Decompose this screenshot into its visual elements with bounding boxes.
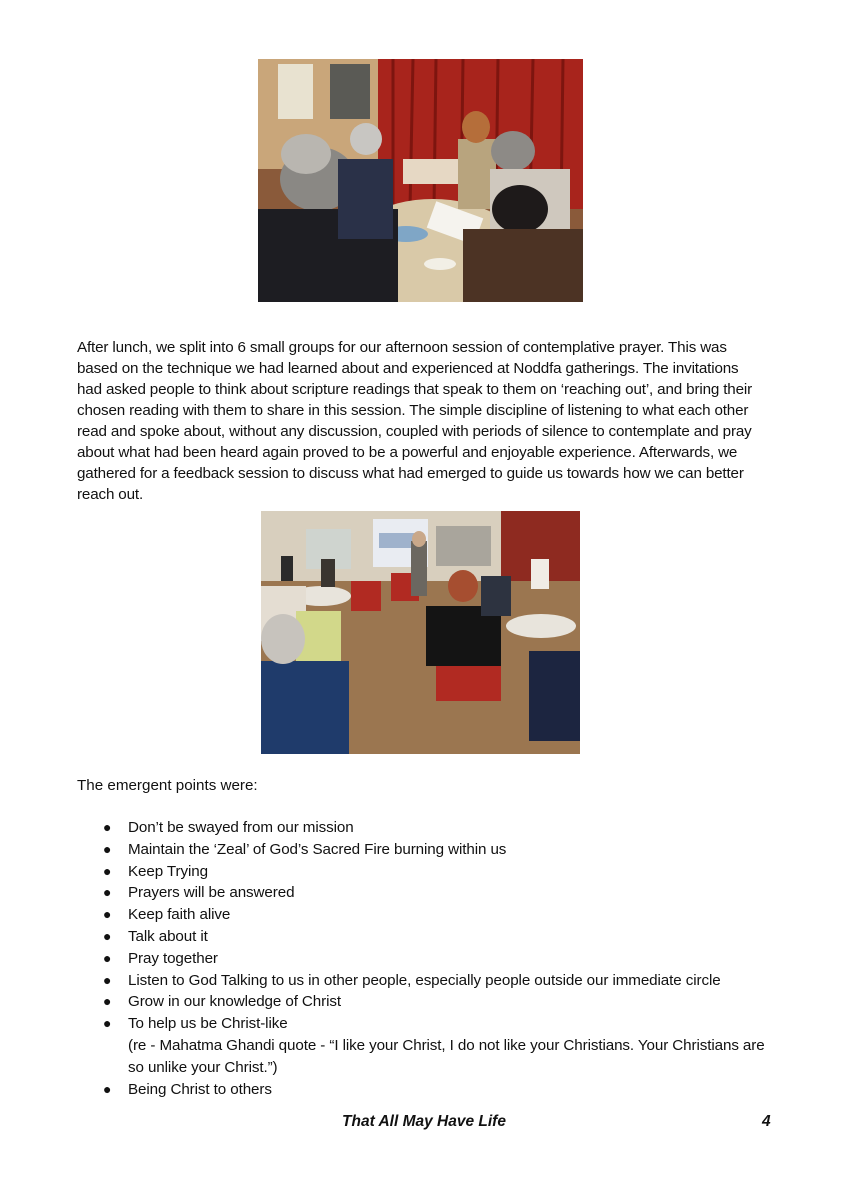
emergent-points-list: [77, 817, 777, 1100]
page-number: 4: [762, 1113, 771, 1130]
bullet-icon: ●: [103, 971, 112, 988]
list-item: ● Being Christ to others: [77, 1079, 777, 1101]
gandhi-quote-note: (re - Mahatma Ghandi quote - “I like your Christ, I do not like your Christians. Your Christians are so unlike your Christ.”): [128, 1036, 765, 1076]
bullet-icon: ●: [103, 927, 112, 944]
photo-small-group-table: [258, 59, 583, 302]
bullet-icon: ●: [103, 884, 112, 901]
list-item: ● Don’t be swayed from our mission: [77, 817, 777, 839]
list-item: ● Pray together: [77, 948, 777, 970]
emergent-points-intro: The emergent points were:: [77, 777, 258, 794]
session-description-paragraph: After lunch, we split into 6 small groups for our afternoon session of contemplative prayer. This was based on the technique we had learned about and experienced at Noddfa gatherings. The invitations had asked people to think about scripture readings that speak to them on ‘reaching out’, and bring their chosen reading with them to share in this session. The simple discipline of listening to what each other read and spoke about, without any discussion, coupled with periods of silence to contemplate and pray about what had been heard again proved to be a powerful and enjoyable experience. Afterwards, we gathered for a feedback session to discuss what had emerged to guide us towards how we can better reach out.: [77, 339, 753, 504]
bullet-icon: ●: [103, 819, 112, 835]
bullet-icon: ●: [103, 862, 112, 879]
list-item: ● Maintain the ‘Zeal’ of God’s Sacred Fire burning within us: [77, 839, 777, 861]
list-item: ● Grow in our knowledge of Christ: [77, 991, 777, 1013]
bullet-icon: ●: [103, 906, 112, 923]
photo-feedback-session: [261, 511, 580, 754]
list-item: ● Listen to God Talking to us in other people, especially people outside our immediate circle: [77, 970, 777, 992]
list-item: ● Keep faith alive: [77, 904, 777, 926]
bullet-icon: ●: [103, 1080, 112, 1097]
bullet-icon: ●: [103, 1015, 112, 1032]
list-item: ● To help us be Christ-like (re - Mahatma Ghandi quote - “I like your Christ, I do not like your Christians. Your Christians are so unlike your Christ.”): [103, 1015, 765, 1076]
bullet-icon: ●: [103, 949, 112, 966]
bullet-icon: ●: [103, 993, 112, 1010]
list-item: ● Talk about it: [77, 926, 777, 948]
list-item: ● Prayers will be answered: [77, 882, 777, 904]
list-item: ● Keep Trying: [77, 861, 777, 883]
bullet-icon: ●: [103, 840, 112, 857]
footer-title: That All May Have Life: [342, 1113, 506, 1130]
